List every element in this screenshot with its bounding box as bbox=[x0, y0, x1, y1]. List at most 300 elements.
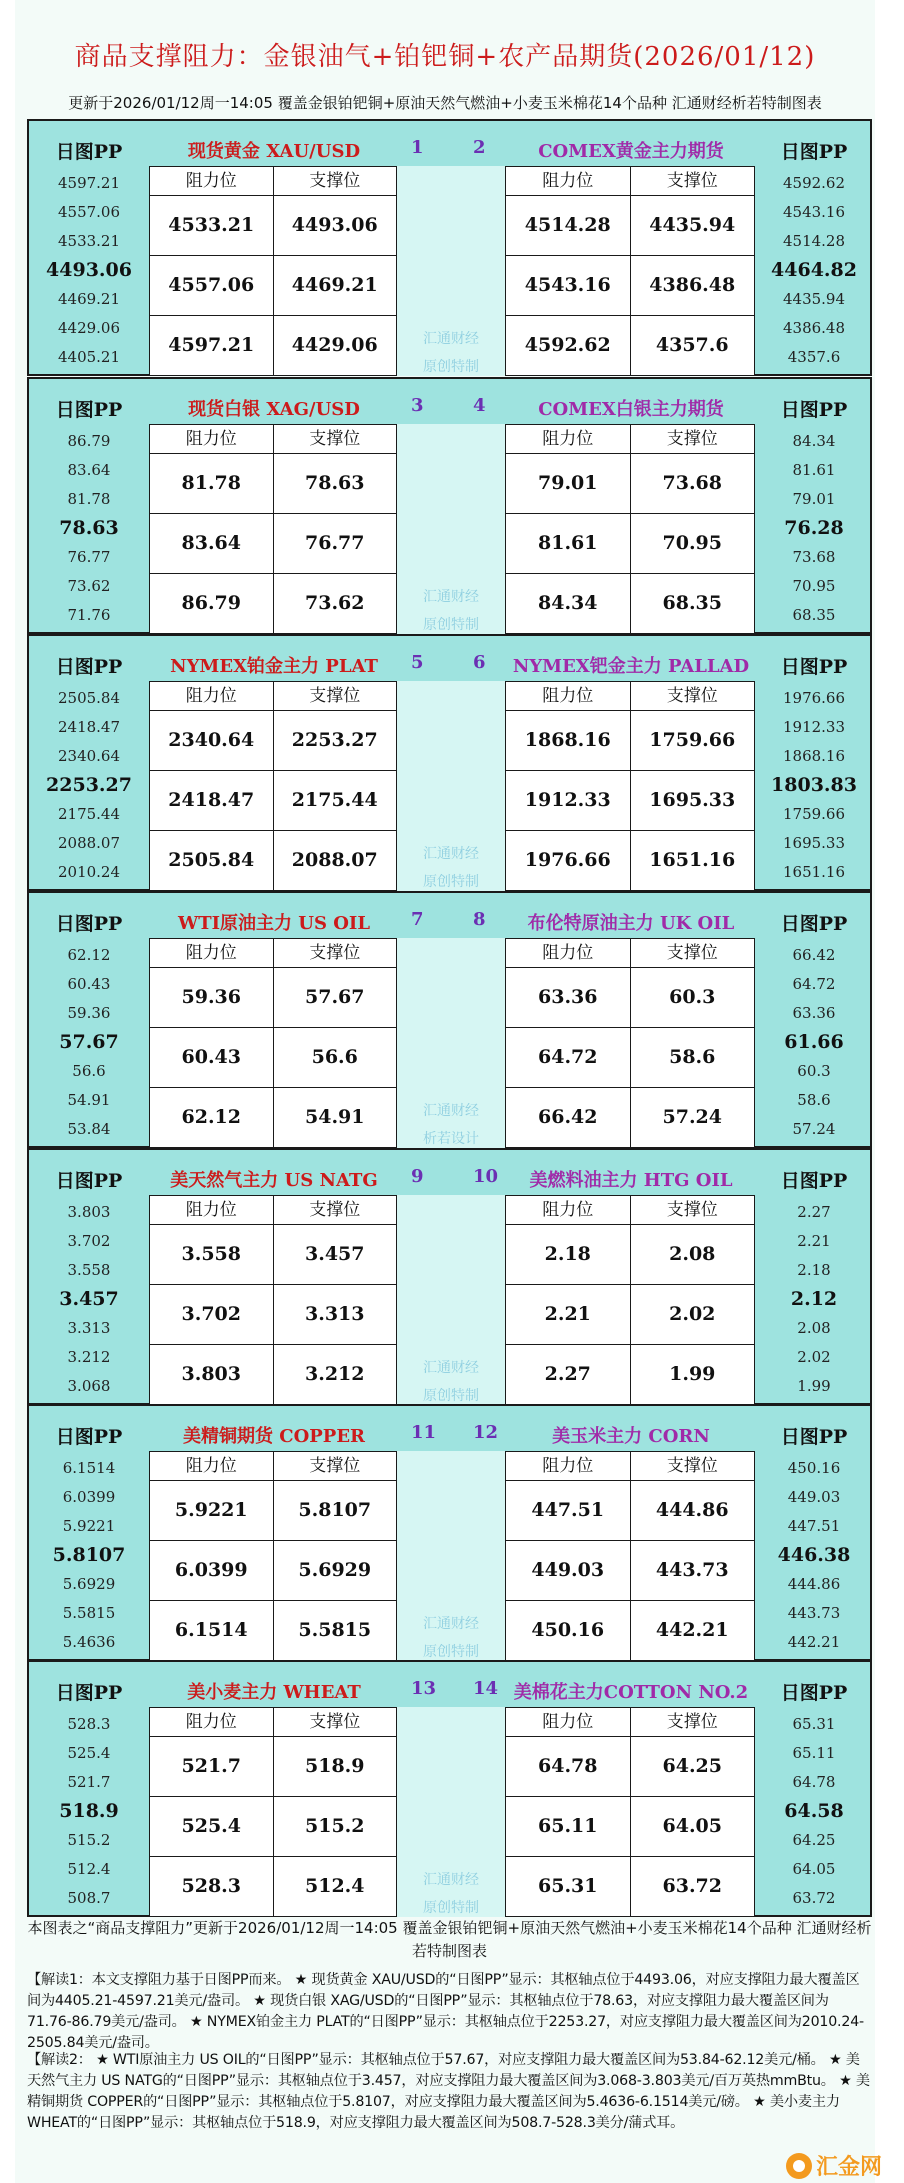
instrument-number: 1 bbox=[411, 137, 424, 158]
resistance-value: 521.7 bbox=[150, 1737, 274, 1796]
pp-level-value: 2.21 bbox=[797, 1232, 831, 1250]
support-value: 4357.6 bbox=[655, 334, 729, 356]
pp-level-value: 1976.66 bbox=[782, 689, 846, 707]
resistance-value: 2.21 bbox=[506, 1285, 631, 1344]
pp-level-value: 73.68 bbox=[792, 548, 836, 566]
instrument-name: 现货黄金 XAU/USD bbox=[187, 141, 361, 162]
resistance-value: 4543.16 bbox=[506, 256, 631, 315]
pp-level-value: 5.4636 bbox=[62, 1633, 116, 1651]
watermark-column bbox=[397, 1451, 505, 1661]
table-row bbox=[506, 1857, 754, 1916]
support-header: 支撑位 bbox=[666, 1200, 718, 1220]
pp-level-value: 4543.16 bbox=[782, 203, 846, 221]
levels-table bbox=[505, 424, 755, 634]
pivot-point-value: 4464.82 bbox=[771, 259, 857, 281]
pp-level-value: 84.34 bbox=[792, 432, 836, 450]
support-header: 支撑位 bbox=[309, 1712, 361, 1732]
support-value: 1759.66 bbox=[649, 729, 736, 751]
resistance-header: 阻力位 bbox=[150, 425, 274, 453]
levels-table bbox=[505, 938, 755, 1148]
table-row bbox=[150, 1797, 396, 1857]
resistance-header: 阻力位 bbox=[150, 939, 274, 967]
pp-heading: 日图PP bbox=[55, 399, 123, 421]
pp-heading: 日图PP bbox=[55, 1426, 123, 1448]
watermark-text: 汇通财经 bbox=[423, 846, 479, 862]
pp-level-value: 1868.16 bbox=[782, 747, 846, 765]
resistance-header: 阻力位 bbox=[506, 1708, 631, 1736]
pp-heading: 日图PP bbox=[780, 1170, 848, 1192]
resistance-header: 阻力位 bbox=[150, 1708, 274, 1736]
instrument-number: 3 bbox=[411, 395, 424, 416]
pp-value-list bbox=[29, 169, 149, 372]
table-row bbox=[150, 1481, 396, 1541]
levels-table bbox=[149, 1451, 397, 1661]
support-header: 支撑位 bbox=[309, 943, 361, 963]
pp-level-value: 6.1514 bbox=[62, 1459, 116, 1477]
commodity-section bbox=[27, 1148, 872, 1405]
pp-level-value: 60.43 bbox=[67, 975, 111, 993]
support-header: 支撑位 bbox=[666, 1456, 718, 1476]
watermark-text: 原创特制 bbox=[423, 1644, 479, 1660]
instrument-number: 6 bbox=[473, 652, 486, 673]
levels-table bbox=[505, 1451, 755, 1661]
instrument-name: 美燃料油主力 HTG OIL bbox=[529, 1170, 733, 1191]
pp-level-value: 70.95 bbox=[792, 577, 836, 595]
resistance-value: 525.4 bbox=[150, 1797, 274, 1856]
pp-level-value: 4592.62 bbox=[782, 174, 846, 192]
resistance-value: 66.42 bbox=[506, 1088, 631, 1147]
pp-level-value: 5.5815 bbox=[62, 1604, 116, 1622]
support-value: 58.6 bbox=[669, 1046, 716, 1068]
pp-level-value: 521.7 bbox=[67, 1773, 111, 1791]
pivot-point-value: 76.28 bbox=[784, 517, 844, 539]
pp-level-value: 63.72 bbox=[792, 1889, 836, 1907]
support-value: 57.67 bbox=[305, 986, 365, 1008]
commodity-section bbox=[27, 377, 872, 634]
table-row bbox=[506, 1797, 754, 1857]
pp-level-value: 3.068 bbox=[67, 1377, 111, 1395]
pp-level-value: 68.35 bbox=[792, 606, 836, 624]
pp-level-value: 54.91 bbox=[67, 1091, 111, 1109]
pp-value-list bbox=[29, 1454, 149, 1657]
pp-level-value: 71.76 bbox=[67, 606, 111, 624]
pivot-point-value: 2253.27 bbox=[46, 774, 132, 796]
table-header bbox=[506, 167, 754, 196]
resistance-value: 63.36 bbox=[506, 968, 631, 1027]
resistance-header: 阻力位 bbox=[506, 682, 631, 710]
support-value: 444.86 bbox=[655, 1499, 729, 1521]
support-header: 支撑位 bbox=[309, 171, 361, 191]
table-row bbox=[506, 574, 754, 633]
interpretation-note-1: 【解读1：本文支撑阻力基于日图PP而来。 ★ 现货黄金 XAU/USD的“日图PP”显示：其枢轴点位于4493.06，对应支撑阻力最大覆盖区间为4405.21-4597.21美元/盎司。 ★ 现货白银 XAG/USD的“日图PP”显示：其枢轴点位于78.63，对应支撑阻力最大覆盖区间为71.76-86.79美元/盎司。 ★ NYMEX铂金主力 PLAT的“日图PP”显示：其枢轴点位于2253.27，对应支撑阻力最大覆盖区间为2010.24-2505.84美元/盎司。 bbox=[27, 1972, 864, 2051]
levels-table bbox=[149, 424, 397, 634]
table-row bbox=[150, 711, 396, 771]
resistance-value: 86.79 bbox=[150, 574, 274, 633]
support-header: 支撑位 bbox=[309, 1200, 361, 1220]
support-value: 5.8107 bbox=[298, 1499, 372, 1521]
resistance-value: 81.61 bbox=[506, 514, 631, 573]
watermark-text: 原创特制 bbox=[423, 359, 479, 375]
support-value: 78.63 bbox=[305, 472, 365, 494]
resistance-value: 3.803 bbox=[150, 1345, 274, 1404]
pp-level-value: 81.78 bbox=[67, 490, 111, 508]
resistance-value: 1868.16 bbox=[506, 711, 631, 770]
support-value: 64.05 bbox=[662, 1815, 722, 1837]
pp-level-value: 81.61 bbox=[792, 461, 836, 479]
resistance-value: 59.36 bbox=[150, 968, 274, 1027]
pp-level-value: 4533.21 bbox=[57, 232, 121, 250]
levels-table bbox=[149, 166, 397, 376]
pp-level-value: 64.72 bbox=[792, 975, 836, 993]
table-row bbox=[150, 1541, 396, 1601]
instrument-number: 10 bbox=[473, 1166, 499, 1187]
resistance-value: 2505.84 bbox=[150, 831, 274, 890]
resistance-value: 4592.62 bbox=[506, 316, 631, 375]
pivot-point-value: 4493.06 bbox=[46, 259, 132, 281]
table-header bbox=[150, 425, 396, 454]
instrument-name: WTI原油主力 US OIL bbox=[177, 913, 370, 934]
pp-value-list bbox=[29, 1710, 149, 1913]
resistance-header: 阻力位 bbox=[150, 1196, 274, 1224]
pp-level-value: 76.77 bbox=[67, 548, 111, 566]
support-value: 68.35 bbox=[662, 592, 722, 614]
watermark-text: 原创特制 bbox=[423, 1388, 479, 1404]
table-header bbox=[506, 682, 754, 711]
pp-heading: 日图PP bbox=[55, 1682, 123, 1704]
resistance-value: 83.64 bbox=[150, 514, 274, 573]
instrument-number: 14 bbox=[473, 1678, 499, 1699]
pp-level-value: 63.36 bbox=[792, 1004, 836, 1022]
pp-level-value: 2175.44 bbox=[57, 805, 121, 823]
resistance-header: 阻力位 bbox=[506, 167, 631, 195]
table-header bbox=[150, 1452, 396, 1481]
table-row bbox=[506, 1088, 754, 1147]
pp-level-value: 3.803 bbox=[67, 1203, 111, 1221]
pp-level-value: 65.31 bbox=[792, 1715, 836, 1733]
support-value: 442.21 bbox=[655, 1619, 729, 1641]
pp-value-list bbox=[754, 1198, 874, 1401]
watermark-column bbox=[397, 681, 505, 891]
instrument-number: 12 bbox=[473, 1422, 499, 1443]
table-row bbox=[506, 1225, 754, 1285]
watermark-column bbox=[397, 1707, 505, 1917]
support-value: 2253.27 bbox=[291, 729, 378, 751]
levels-table bbox=[505, 1707, 755, 1917]
logo-text: 汇金网 bbox=[816, 2155, 883, 2180]
resistance-value: 528.3 bbox=[150, 1857, 274, 1916]
support-header: 支撑位 bbox=[666, 686, 718, 706]
support-value: 1695.33 bbox=[649, 789, 736, 811]
pp-level-value: 1.99 bbox=[797, 1377, 831, 1395]
table-header bbox=[150, 1708, 396, 1737]
resistance-value: 1976.66 bbox=[506, 831, 631, 890]
pp-level-value: 508.7 bbox=[67, 1889, 111, 1907]
pp-value-list bbox=[29, 427, 149, 630]
pp-level-value: 65.11 bbox=[792, 1744, 836, 1762]
table-row bbox=[150, 574, 396, 633]
resistance-header: 阻力位 bbox=[150, 167, 274, 195]
resistance-value: 4514.28 bbox=[506, 196, 631, 255]
instrument-name: 美小麦主力 WHEAT bbox=[187, 1682, 361, 1703]
pp-level-value: 66.42 bbox=[792, 946, 836, 964]
support-value: 515.2 bbox=[305, 1815, 365, 1837]
support-value: 56.6 bbox=[311, 1046, 358, 1068]
table-row bbox=[506, 1541, 754, 1601]
pp-level-value: 79.01 bbox=[792, 490, 836, 508]
pp-level-value: 4469.21 bbox=[57, 290, 121, 308]
support-value: 73.62 bbox=[305, 592, 365, 614]
resistance-value: 64.78 bbox=[506, 1737, 631, 1796]
pp-level-value: 449.03 bbox=[787, 1488, 841, 1506]
resistance-value: 5.9221 bbox=[150, 1481, 274, 1540]
resistance-value: 3.702 bbox=[150, 1285, 274, 1344]
instrument-name: 美棉花主力COTTON NO.2 bbox=[513, 1682, 749, 1703]
levels-table bbox=[505, 166, 755, 376]
pivot-point-value: 64.58 bbox=[784, 1800, 844, 1822]
support-value: 512.4 bbox=[305, 1875, 365, 1897]
support-value: 4435.94 bbox=[649, 214, 736, 236]
pp-level-value: 4386.48 bbox=[782, 319, 846, 337]
instrument-number: 11 bbox=[411, 1422, 437, 1443]
table-row bbox=[150, 1285, 396, 1345]
pivot-point-value: 446.38 bbox=[777, 1544, 851, 1566]
levels-table bbox=[149, 681, 397, 891]
instrument-number: 8 bbox=[473, 909, 486, 930]
pp-level-value: 4429.06 bbox=[57, 319, 121, 337]
table-row bbox=[506, 968, 754, 1028]
resistance-header: 阻力位 bbox=[150, 682, 274, 710]
pp-heading: 日图PP bbox=[780, 399, 848, 421]
pp-level-value: 2.18 bbox=[797, 1261, 831, 1279]
resistance-value: 1912.33 bbox=[506, 771, 631, 830]
pivot-point-value: 518.9 bbox=[59, 1800, 119, 1822]
support-value: 5.6929 bbox=[298, 1559, 372, 1581]
pp-value-list bbox=[754, 1710, 874, 1913]
watermark-text: 析若设计 bbox=[423, 1131, 479, 1147]
pivot-point-value: 1803.83 bbox=[771, 774, 857, 796]
instrument-name: 现货白银 XAG/USD bbox=[188, 399, 360, 420]
pp-level-value: 2340.64 bbox=[57, 747, 121, 765]
pp-level-value: 59.36 bbox=[67, 1004, 111, 1022]
resistance-value: 65.11 bbox=[506, 1797, 631, 1856]
pivot-point-value: 78.63 bbox=[59, 517, 119, 539]
pp-level-value: 3.212 bbox=[67, 1348, 111, 1366]
pp-level-value: 86.79 bbox=[67, 432, 111, 450]
support-value: 60.3 bbox=[669, 986, 716, 1008]
site-logo bbox=[786, 2150, 886, 2180]
instrument-number: 7 bbox=[411, 909, 424, 930]
table-header bbox=[506, 425, 754, 454]
pp-level-value: 1759.66 bbox=[782, 805, 846, 823]
instrument-name: COMEX黄金主力期货 bbox=[538, 141, 724, 162]
pp-level-value: 83.64 bbox=[67, 461, 111, 479]
pivot-point-value: 57.67 bbox=[59, 1031, 119, 1053]
watermark-text: 汇通财经 bbox=[423, 589, 479, 605]
support-value: 4469.21 bbox=[291, 274, 378, 296]
watermark-column bbox=[397, 424, 505, 634]
commodity-section bbox=[27, 119, 872, 376]
levels-table bbox=[149, 938, 397, 1148]
pp-heading: 日图PP bbox=[55, 1170, 123, 1192]
resistance-value: 3.558 bbox=[150, 1225, 274, 1284]
instrument-number: 9 bbox=[411, 1166, 424, 1187]
table-row bbox=[150, 1028, 396, 1088]
watermark-column bbox=[397, 1195, 505, 1405]
support-value: 2175.44 bbox=[291, 789, 378, 811]
watermark-text: 汇通财经 bbox=[423, 1616, 479, 1632]
pp-level-value: 2418.47 bbox=[57, 718, 121, 736]
support-header: 支撑位 bbox=[309, 686, 361, 706]
table-row bbox=[506, 316, 754, 375]
pp-level-value: 64.25 bbox=[792, 1831, 836, 1849]
watermark-text: 汇通财经 bbox=[423, 1103, 479, 1119]
table-header bbox=[506, 1196, 754, 1225]
table-header bbox=[150, 939, 396, 968]
pp-value-list bbox=[29, 684, 149, 887]
table-row bbox=[506, 1481, 754, 1541]
table-row bbox=[150, 1088, 396, 1147]
resistance-value: 65.31 bbox=[506, 1857, 631, 1916]
commodity-section bbox=[27, 1660, 872, 1917]
pp-heading: 日图PP bbox=[55, 141, 123, 163]
instrument-number: 5 bbox=[411, 652, 424, 673]
resistance-value: 64.72 bbox=[506, 1028, 631, 1087]
instrument-name: NYMEX钯金主力 PALLAD bbox=[512, 656, 750, 677]
pp-level-value: 528.3 bbox=[67, 1715, 111, 1733]
resistance-value: 4597.21 bbox=[150, 316, 274, 375]
support-header: 支撑位 bbox=[309, 1456, 361, 1476]
watermark-text: 原创特制 bbox=[423, 617, 479, 633]
resistance-header: 阻力位 bbox=[150, 1452, 274, 1480]
resistance-value: 2.18 bbox=[506, 1225, 631, 1284]
table-header bbox=[150, 682, 396, 711]
resistance-value: 2.27 bbox=[506, 1345, 631, 1404]
support-value: 1.99 bbox=[669, 1363, 716, 1385]
pp-level-value: 2.27 bbox=[797, 1203, 831, 1221]
table-row bbox=[506, 454, 754, 514]
support-value: 54.91 bbox=[305, 1106, 365, 1128]
commodity-section bbox=[27, 1404, 872, 1661]
pp-value-list bbox=[754, 427, 874, 630]
pivot-point-value: 2.12 bbox=[790, 1288, 838, 1310]
table-row bbox=[506, 256, 754, 316]
pp-heading: 日图PP bbox=[780, 913, 848, 935]
table-row bbox=[150, 968, 396, 1028]
instrument-name: 美精铜期货 COPPER bbox=[182, 1426, 366, 1447]
levels-table bbox=[149, 1195, 397, 1405]
pp-level-value: 443.73 bbox=[787, 1604, 841, 1622]
watermark-text: 汇通财经 bbox=[423, 331, 479, 347]
footer-caption: 本图表之“商品支撑阻力”更新于2026/01/12周一14:05 覆盖金银铂钯铜+原油天然气燃油+小麦玉米棉花14个品种 汇通财经析若特制图表 bbox=[27, 1919, 872, 1960]
levels-table bbox=[505, 681, 755, 891]
resistance-value: 4557.06 bbox=[150, 256, 274, 315]
logo-icon bbox=[786, 2153, 812, 2179]
resistance-value: 2418.47 bbox=[150, 771, 274, 830]
table-header bbox=[506, 1452, 754, 1481]
pp-value-list bbox=[754, 1454, 874, 1657]
watermark-column bbox=[397, 166, 505, 376]
support-value: 4386.48 bbox=[649, 274, 736, 296]
instrument-number: 2 bbox=[473, 137, 486, 158]
table-row bbox=[506, 196, 754, 256]
support-value: 3.313 bbox=[305, 1303, 365, 1325]
pp-level-value: 56.6 bbox=[72, 1062, 106, 1080]
pp-level-value: 60.3 bbox=[797, 1062, 831, 1080]
support-value: 2.02 bbox=[669, 1303, 716, 1325]
pp-level-value: 4514.28 bbox=[782, 232, 846, 250]
pp-heading: 日图PP bbox=[780, 1426, 848, 1448]
watermark-column bbox=[397, 938, 505, 1148]
support-value: 64.25 bbox=[662, 1755, 722, 1777]
pp-level-value: 2088.07 bbox=[57, 834, 121, 852]
pp-level-value: 53.84 bbox=[67, 1120, 111, 1138]
support-value: 63.72 bbox=[662, 1875, 722, 1897]
table-row bbox=[506, 514, 754, 574]
pivot-point-value: 3.457 bbox=[59, 1288, 119, 1310]
support-value: 73.68 bbox=[662, 472, 722, 494]
pivot-point-value: 61.66 bbox=[784, 1031, 844, 1053]
resistance-header: 阻力位 bbox=[506, 1452, 631, 1480]
support-header: 支撑位 bbox=[666, 171, 718, 191]
table-row bbox=[506, 771, 754, 831]
resistance-value: 81.78 bbox=[150, 454, 274, 513]
table-header bbox=[150, 1196, 396, 1225]
resistance-value: 79.01 bbox=[506, 454, 631, 513]
pp-level-value: 4357.6 bbox=[787, 348, 841, 366]
support-value: 3.457 bbox=[305, 1243, 365, 1265]
table-row bbox=[150, 256, 396, 316]
pp-level-value: 1651.16 bbox=[782, 863, 846, 881]
pp-level-value: 3.313 bbox=[67, 1319, 111, 1337]
support-value: 1651.16 bbox=[649, 849, 736, 871]
interpretation-note-2: 【解读2： ★ WTI原油主力 US OIL的“日图PP”显示：其枢轴点位于57.67，对应支撑阻力最大覆盖区间为53.84-62.12美元/桶。 ★ 美天然气主力 US NATG的“日图PP”显示：其枢轴点位于3.457，对应支撑阻力最大覆盖区间为3.068-3.803美元/百万英热mmBtu。 ★ 美精铜期货 COPPER的“日图PP”显示：其枢轴点位于5.8107，对应支撑阻力最大覆盖区间为5.4636-6.1514美元/磅。 ★ 美小麦主力 WHEAT的“日图PP”显示：其枢轴点位于518.9，对应支撑阻力最大覆盖区间为508.7-528.3美分/蒲式耳。 bbox=[27, 2052, 870, 2131]
pp-heading: 日图PP bbox=[780, 1682, 848, 1704]
pp-level-value: 4405.21 bbox=[57, 348, 121, 366]
watermark-text: 汇通财经 bbox=[423, 1360, 479, 1376]
pp-level-value: 4557.06 bbox=[57, 203, 121, 221]
instrument-name: 美天然气主力 US NATG bbox=[170, 1170, 378, 1191]
resistance-value: 447.51 bbox=[506, 1481, 631, 1540]
table-header bbox=[150, 167, 396, 196]
table-row bbox=[150, 771, 396, 831]
page-title: 商品支撑阻力：金银油气+铂钯铜+农产品期货(2026/01/12) bbox=[74, 42, 816, 72]
pp-level-value: 5.6929 bbox=[62, 1575, 116, 1593]
table-header bbox=[506, 1708, 754, 1737]
support-header: 支撑位 bbox=[666, 429, 718, 449]
pp-level-value: 2505.84 bbox=[57, 689, 121, 707]
table-row bbox=[150, 514, 396, 574]
table-row bbox=[506, 711, 754, 771]
pp-heading: 日图PP bbox=[780, 141, 848, 163]
table-row bbox=[150, 454, 396, 514]
resistance-value: 62.12 bbox=[150, 1088, 274, 1147]
pp-level-value: 2.08 bbox=[797, 1319, 831, 1337]
resistance-value: 4533.21 bbox=[150, 196, 274, 255]
resistance-header: 阻力位 bbox=[506, 425, 631, 453]
pp-level-value: 6.0399 bbox=[62, 1488, 116, 1506]
instrument-name: 美玉米主力 CORN bbox=[552, 1426, 710, 1447]
commodity-section bbox=[27, 634, 872, 891]
table-row bbox=[150, 831, 396, 890]
table-header bbox=[506, 939, 754, 968]
table-row bbox=[506, 1345, 754, 1404]
pp-level-value: 57.24 bbox=[792, 1120, 836, 1138]
resistance-value: 6.1514 bbox=[150, 1601, 274, 1660]
pp-level-value: 4597.21 bbox=[57, 174, 121, 192]
pp-level-value: 515.2 bbox=[67, 1831, 111, 1849]
support-value: 443.73 bbox=[655, 1559, 729, 1581]
instrument-number: 13 bbox=[411, 1678, 437, 1699]
